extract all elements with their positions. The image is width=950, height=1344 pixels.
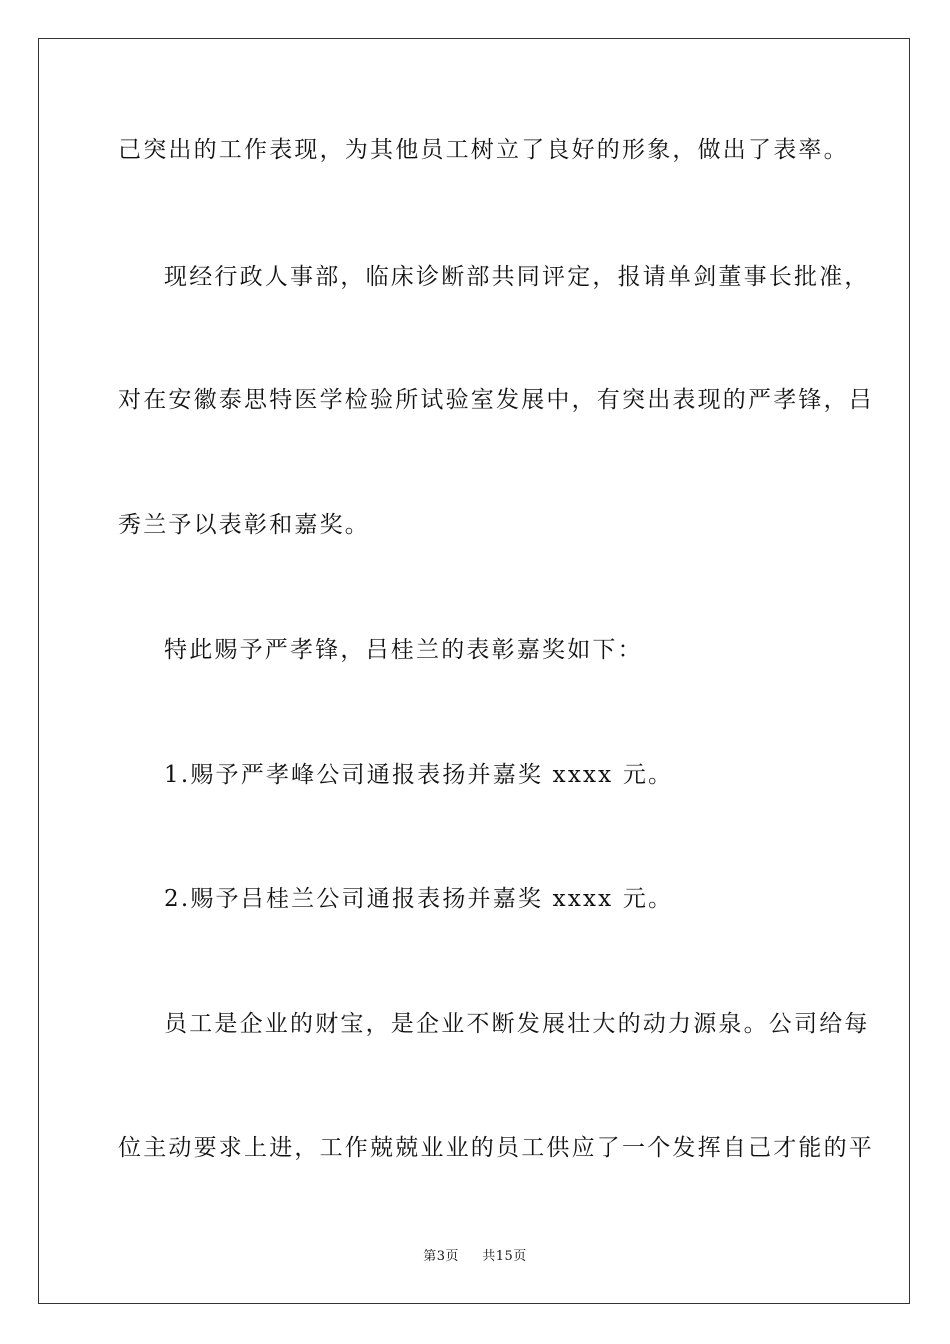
- paragraph-line-3: 对在安徽泰思特医学检验所试验室发展中，有突出表现的严孝锋，吕: [118, 387, 874, 413]
- paragraph-line-7: 位主动要求上进，工作兢兢业业的员工供应了一个发挥自己才能的平: [118, 1135, 874, 1161]
- page-border: [38, 38, 910, 1304]
- page-total: 共15页: [482, 1249, 527, 1264]
- paragraph-line-4: 秀兰予以表彰和嘉奖。: [118, 512, 370, 538]
- paragraph-line-6: 员工是企业的财宝，是企业不断发展壮大的动力源泉。公司给每: [164, 1011, 870, 1037]
- paragraph-line-2: 现经行政人事部，临床诊断部共同评定，报请单剑董事长批准，: [164, 264, 870, 290]
- page-number: 第3页: [423, 1249, 459, 1264]
- paragraph-line-1: 己突出的工作表现，为其他员工树立了良好的形象，做出了表率。: [118, 137, 849, 163]
- list-item-1: 1.赐予严孝峰公司通报表扬并嘉奖 xxxx 元。: [164, 762, 674, 788]
- list-item-2: 2.赐予吕桂兰公司通报表扬并嘉奖 xxxx 元。: [164, 886, 674, 912]
- page-footer: [0, 1248, 950, 1266]
- paragraph-line-5: 特此赐予严孝锋，吕桂兰的表彰嘉奖如下：: [164, 637, 643, 663]
